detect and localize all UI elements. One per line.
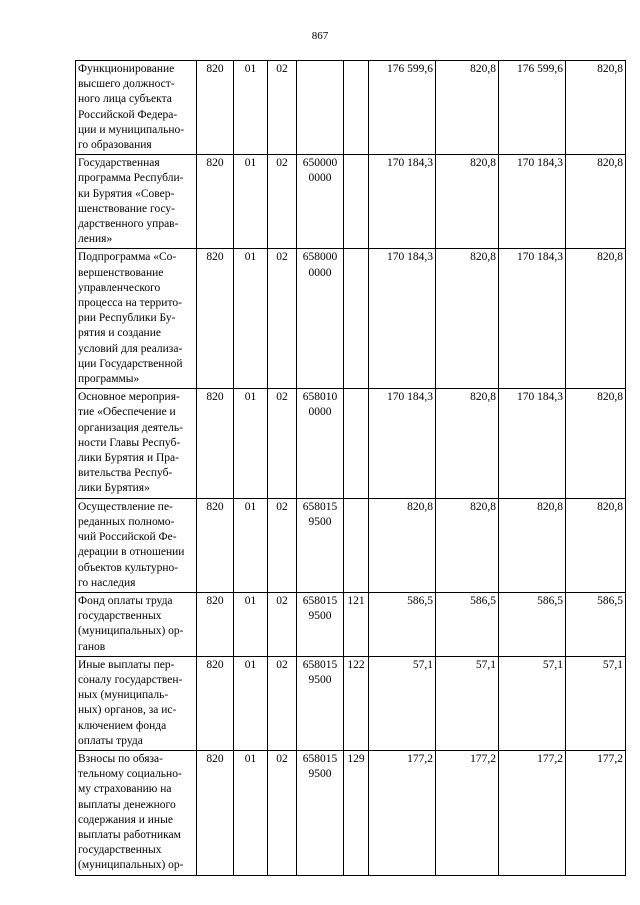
cell-section: 01 bbox=[234, 656, 268, 750]
cell-sum-4: 57,1 bbox=[566, 656, 626, 750]
cell-sum-1: 57,1 bbox=[369, 656, 436, 750]
cell-subsection: 02 bbox=[268, 498, 297, 592]
cell-sum-3: 170 184,3 bbox=[499, 389, 566, 498]
cell-sum-2: 820,8 bbox=[436, 498, 499, 592]
cell-sum-3: 176 599,6 bbox=[499, 61, 566, 155]
cell-grbs: 820 bbox=[197, 61, 234, 155]
cell-grbs: 820 bbox=[197, 155, 234, 249]
cell-sum-4: 820,8 bbox=[566, 498, 626, 592]
cell-sum-2: 820,8 bbox=[436, 155, 499, 249]
cell-sum-2: 820,8 bbox=[436, 61, 499, 155]
cell-grbs: 820 bbox=[197, 656, 234, 750]
table-row bbox=[76, 155, 626, 249]
cell-section: 01 bbox=[234, 592, 268, 656]
cell-sum-1: 170 184,3 bbox=[369, 389, 436, 498]
table-row bbox=[76, 249, 626, 389]
cell-expense-type: 129 bbox=[344, 750, 369, 875]
cell-sum-1: 170 184,3 bbox=[369, 249, 436, 389]
table-row bbox=[76, 498, 626, 592]
cell-sum-2: 820,8 bbox=[436, 249, 499, 389]
cell-sum-3: 586,5 bbox=[499, 592, 566, 656]
row-name: Иные выплаты пер- соналу государствен- ных (муниципаль- ных) органов, за ис- ключением фонда оплаты труда bbox=[76, 656, 197, 750]
row-name: Государственная программа Республи- ки Бурятия «Совер- шенствование госу- дарственного управ- ления» bbox=[76, 155, 197, 249]
budget-table bbox=[75, 60, 626, 876]
table-row bbox=[76, 750, 626, 875]
cell-section: 01 bbox=[234, 498, 268, 592]
cell-sum-3: 170 184,3 bbox=[499, 249, 566, 389]
cell-sum-4: 177,2 bbox=[566, 750, 626, 875]
cell-sum-4: 586,5 bbox=[566, 592, 626, 656]
cell-grbs: 820 bbox=[197, 249, 234, 389]
cell-sum-1: 176 599,6 bbox=[369, 61, 436, 155]
row-name: Взносы по обяза- тельному социально- му страхованию на выплаты денежного содержания и иные выплаты работникам государственных (муниципальных) ор- bbox=[76, 750, 197, 875]
table-row bbox=[76, 61, 626, 155]
cell-subsection: 02 bbox=[268, 656, 297, 750]
cell-expense-type bbox=[344, 389, 369, 498]
cell-subsection: 02 bbox=[268, 750, 297, 875]
row-name: Основное мероприя- тие «Обеспечение и организация деятель- ности Главы Респуб- лики Бурятия и Пра- вительства Респуб- лики Бурятия» bbox=[76, 389, 197, 498]
row-name: Осуществление пе- реданных полномо- чий Российской Фе- дерации в отношении объектов культурно- го наследия bbox=[76, 498, 197, 592]
row-name: Функционирование высшего должност- ного лица субъекта Российской Федера- ции и муниципально- го образования bbox=[76, 61, 197, 155]
cell-expense-type: 121 bbox=[344, 592, 369, 656]
cell-sum-4: 820,8 bbox=[566, 249, 626, 389]
cell-expense-type bbox=[344, 61, 369, 155]
cell-grbs: 820 bbox=[197, 592, 234, 656]
cell-target-article: 658010 0000 bbox=[297, 389, 344, 498]
cell-expense-type bbox=[344, 498, 369, 592]
cell-section: 01 bbox=[234, 249, 268, 389]
cell-target-article: 658015 9500 bbox=[297, 498, 344, 592]
cell-sum-2: 820,8 bbox=[436, 389, 499, 498]
cell-expense-type bbox=[344, 249, 369, 389]
cell-sum-3: 57,1 bbox=[499, 656, 566, 750]
cell-sum-4: 820,8 bbox=[566, 155, 626, 249]
cell-sum-3: 820,8 bbox=[499, 498, 566, 592]
page-number: 867 bbox=[311, 30, 329, 42]
cell-sum-2: 586,5 bbox=[436, 592, 499, 656]
cell-section: 01 bbox=[234, 389, 268, 498]
cell-sum-2: 177,2 bbox=[436, 750, 499, 875]
cell-subsection: 02 bbox=[268, 389, 297, 498]
cell-target-article: 658015 9500 bbox=[297, 592, 344, 656]
cell-sum-1: 177,2 bbox=[369, 750, 436, 875]
table-row bbox=[76, 656, 626, 750]
cell-section: 01 bbox=[234, 155, 268, 249]
cell-target-article: 658000 0000 bbox=[297, 249, 344, 389]
cell-expense-type: 122 bbox=[344, 656, 369, 750]
cell-subsection: 02 bbox=[268, 592, 297, 656]
cell-section: 01 bbox=[234, 61, 268, 155]
cell-sum-1: 586,5 bbox=[369, 592, 436, 656]
cell-target-article: 658015 9500 bbox=[297, 656, 344, 750]
cell-grbs: 820 bbox=[197, 498, 234, 592]
row-name: Фонд оплаты труда государственных (муниципальных) ор- ганов bbox=[76, 592, 197, 656]
cell-target-article: 658015 9500 bbox=[297, 750, 344, 875]
cell-sum-4: 820,8 bbox=[566, 389, 626, 498]
cell-expense-type bbox=[344, 155, 369, 249]
cell-grbs: 820 bbox=[197, 750, 234, 875]
table-row bbox=[76, 592, 626, 656]
cell-sum-4: 820,8 bbox=[566, 61, 626, 155]
cell-section: 01 bbox=[234, 750, 268, 875]
cell-sum-1: 170 184,3 bbox=[369, 155, 436, 249]
table-row bbox=[76, 389, 626, 498]
cell-sum-3: 170 184,3 bbox=[499, 155, 566, 249]
cell-target-article bbox=[297, 61, 344, 155]
cell-sum-2: 57,1 bbox=[436, 656, 499, 750]
cell-sum-1: 820,8 bbox=[369, 498, 436, 592]
cell-grbs: 820 bbox=[197, 389, 234, 498]
cell-target-article: 650000 0000 bbox=[297, 155, 344, 249]
cell-subsection: 02 bbox=[268, 249, 297, 389]
cell-sum-3: 177,2 bbox=[499, 750, 566, 875]
cell-subsection: 02 bbox=[268, 155, 297, 249]
row-name: Подпрограмма «Со- вершенствование управленческого процесса на террито- рии Республики Бу- рятия и создание условий для реализа- ции Государственной программы» bbox=[76, 249, 197, 389]
cell-subsection: 02 bbox=[268, 61, 297, 155]
